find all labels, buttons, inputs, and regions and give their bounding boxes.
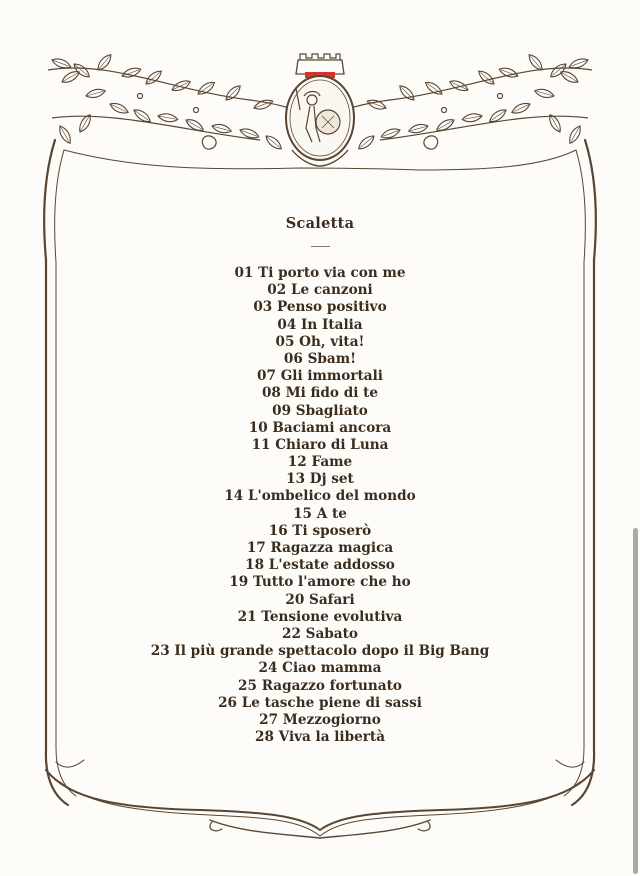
song-item: 15 A te (293, 505, 347, 522)
setlist-title: Scaletta (285, 215, 355, 232)
song-item: 05 Oh, vita! (275, 333, 365, 350)
title-divider (311, 246, 330, 247)
song-item: 10 Baciami ancora (248, 419, 392, 436)
song-item: 16 Ti sposerò (268, 522, 372, 539)
song-item: 14 L'ombelico del mondo (224, 488, 416, 505)
song-item: 20 Safari (285, 591, 355, 608)
song-item: 07 Gli immortali (257, 368, 383, 385)
song-item: 19 Tutto l'amore che ho (229, 574, 411, 591)
song-item: 26 Le tasche piene di sassi (218, 694, 422, 711)
setlist-section (60, 214, 580, 746)
song-item: 12 Fame (287, 454, 353, 471)
song-item: 21 Tensione evolutiva (237, 608, 403, 625)
song-item: 09 Sbagliato (272, 402, 368, 419)
song-item: 17 Ragazza magica (246, 540, 394, 556)
song-item: 06 Sbam! (283, 350, 357, 367)
song-list (60, 265, 580, 746)
song-item: 27 Mezzogiorno (259, 711, 381, 728)
song-item: 25 Ragazzo fortunato (238, 677, 402, 694)
song-item: 08 Mi fido di te (261, 385, 379, 402)
song-item: 11 Chiaro di Luna (251, 436, 389, 453)
song-item: 13 Dj set (286, 471, 354, 488)
song-item: 23 Il più grande spettacolo dopo il Big Bang (150, 643, 490, 660)
song-item: 03 Penso positivo (253, 299, 387, 316)
song-item: 28 Viva la libertà (255, 729, 385, 746)
song-item: 02 Le canzoni (267, 282, 373, 299)
song-item: 22 Sabato (282, 625, 358, 642)
crest-emblem (286, 54, 354, 166)
song-item: 24 Ciao mamma (258, 660, 382, 677)
song-item: 04 In Italia (277, 316, 363, 333)
scrollbar[interactable] (632, 0, 640, 876)
scrollbar-thumb[interactable] (633, 528, 638, 874)
song-item: 18 L'estate addosso (245, 557, 395, 574)
song-item: 01 Ti porto via con me (234, 265, 406, 281)
